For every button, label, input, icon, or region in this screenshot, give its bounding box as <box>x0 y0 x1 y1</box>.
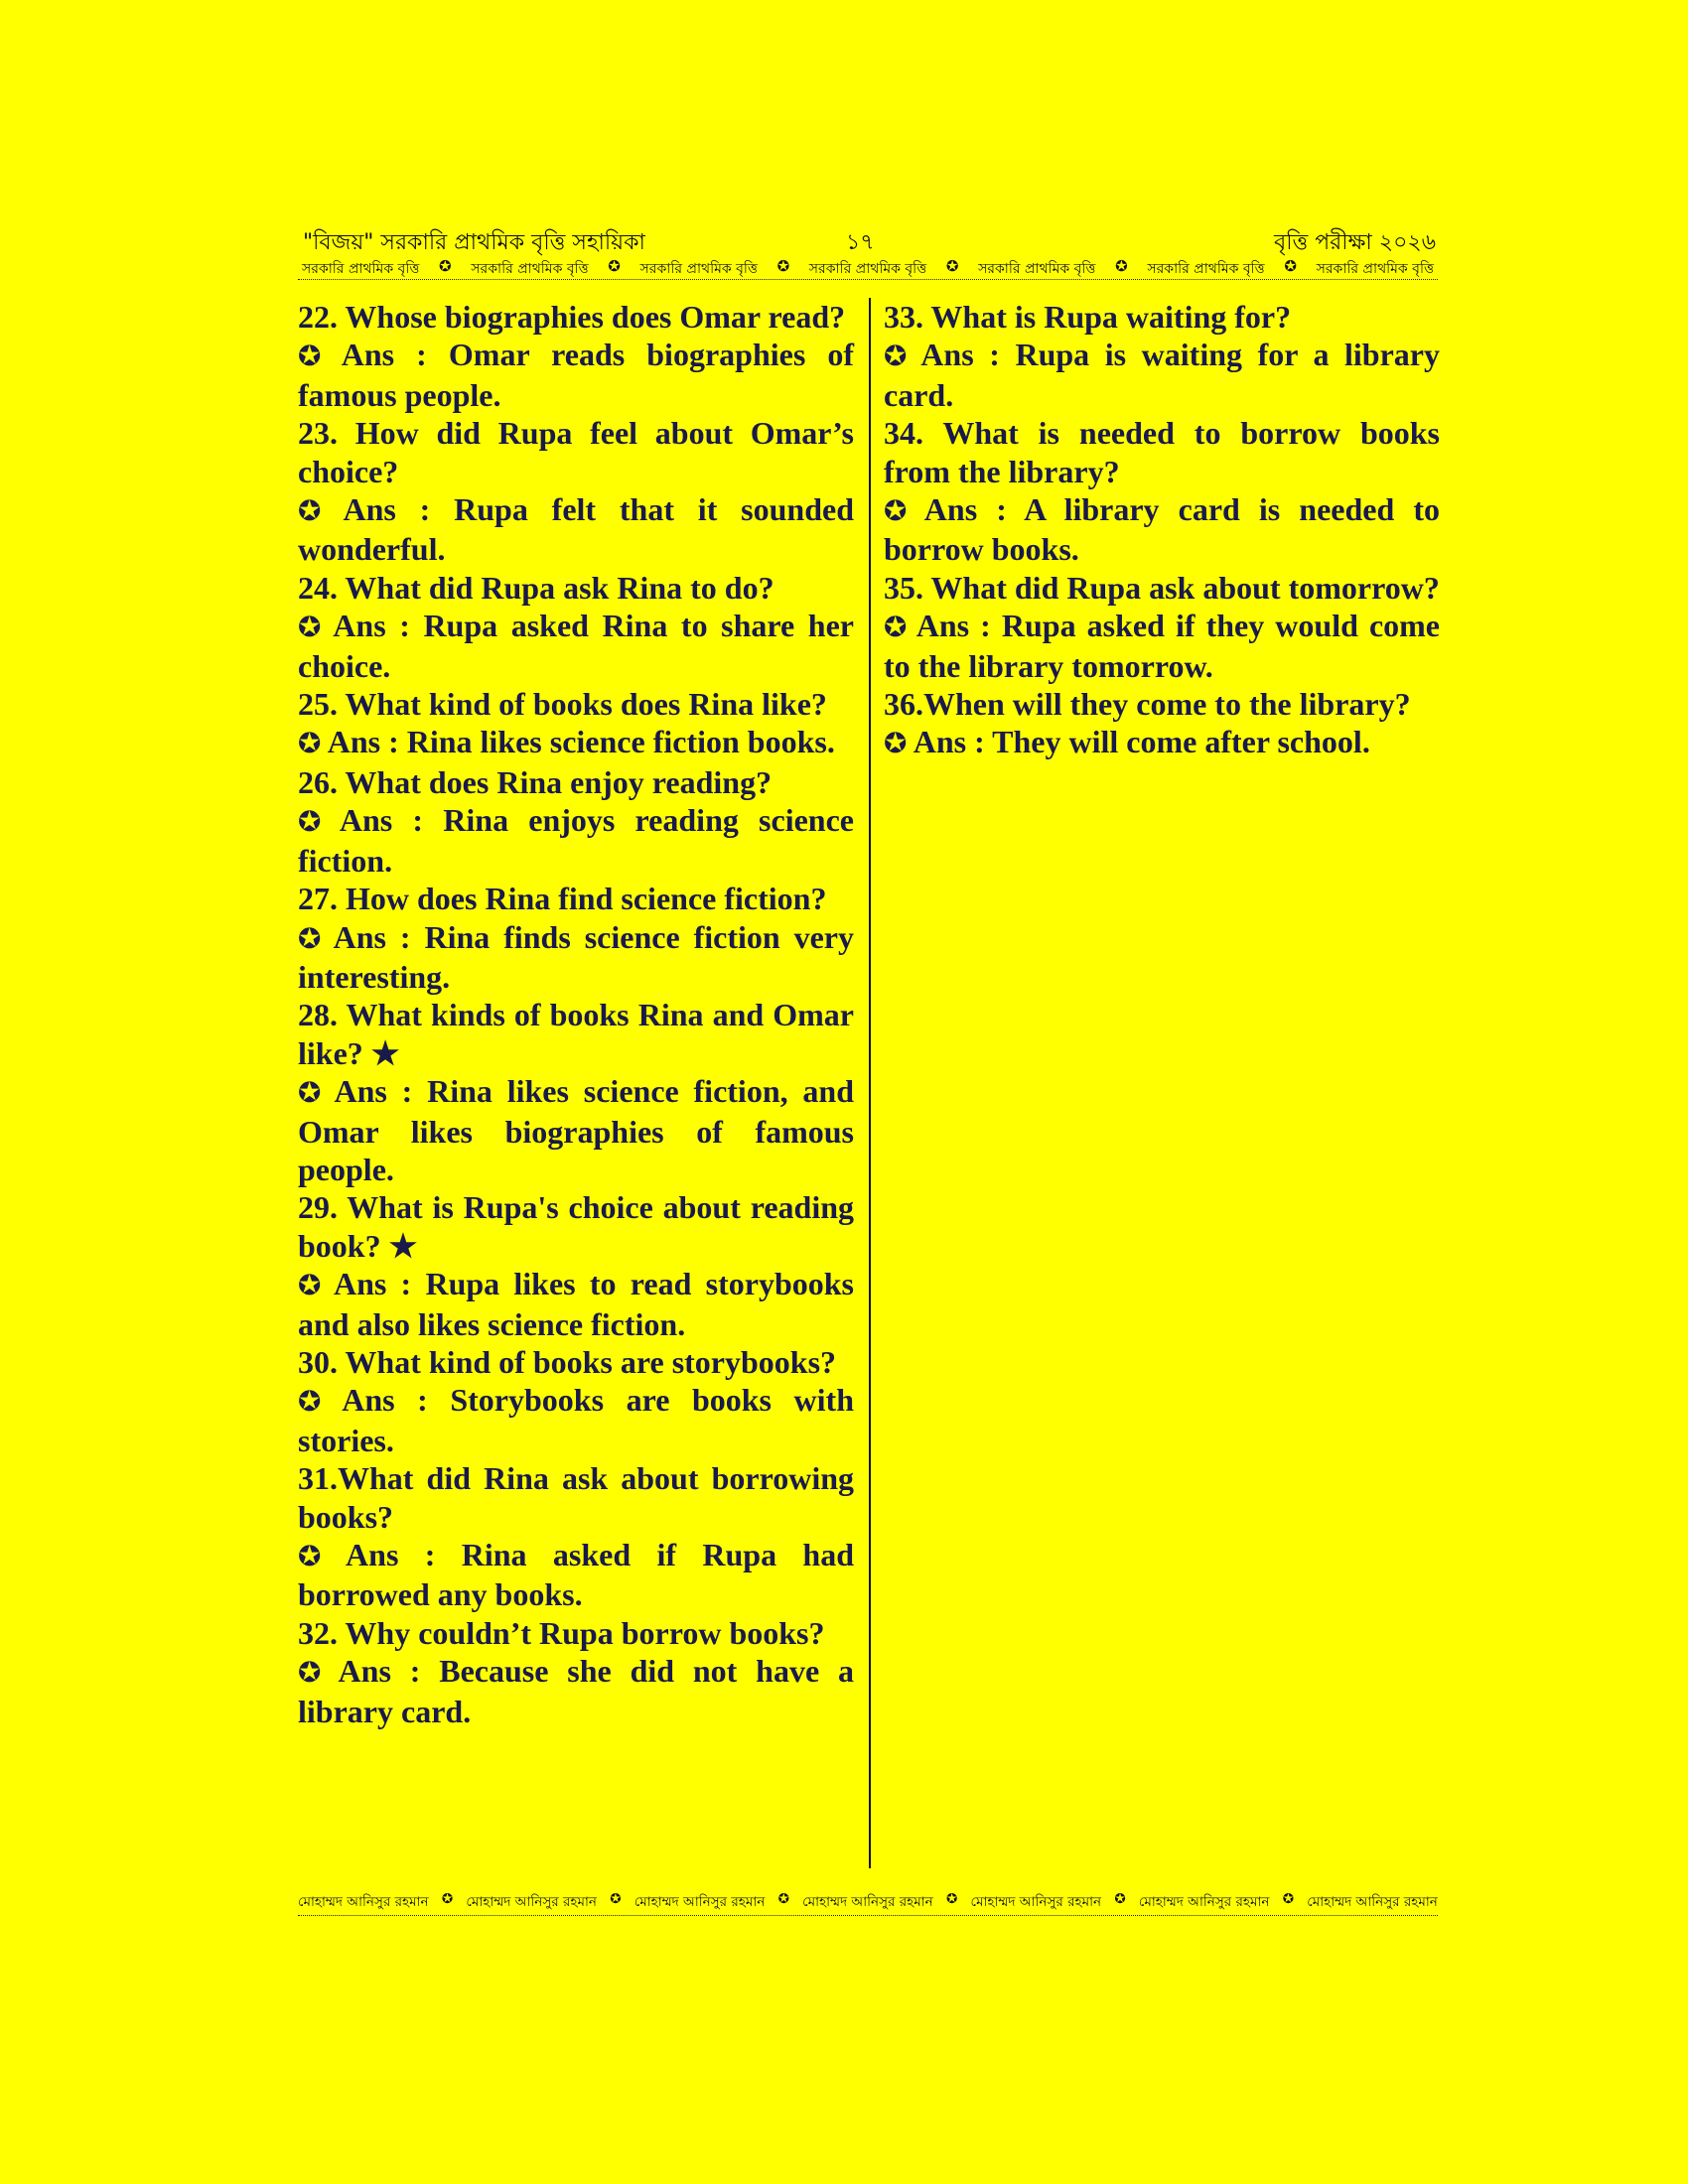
question: 29. What is Rupa's choice about reading book? ★ <box>298 1189 854 1264</box>
star-separator-icon: ✪ <box>1115 257 1128 275</box>
question: 31.What did Rina ask about borrowing books? <box>298 1460 854 1535</box>
question: 23. How did Rupa feel about Omar’s choice? <box>298 415 854 489</box>
answer-text: Ans : Rina likes science fiction books. <box>327 724 835 760</box>
question: 22. Whose biographies does Omar read? <box>298 299 846 335</box>
answer-star-icon: ✪ <box>298 1385 322 1419</box>
star-separator-icon: ✪ <box>945 257 959 275</box>
question: 36.When will they come to the library? <box>884 686 1411 723</box>
answer-star-icon: ✪ <box>298 1656 322 1690</box>
answer-text: Ans : Storybooks are books with stories. <box>298 1382 855 1458</box>
answer-star-icon: ✪ <box>298 921 322 955</box>
answer <box>884 336 1440 414</box>
answer-star-icon: ✪ <box>298 1076 322 1110</box>
answer-star-icon: ✪ <box>298 805 322 839</box>
page <box>298 223 1441 1866</box>
answer <box>298 723 854 762</box>
subheader-item: সরকারি প্রাথমিক বৃত্তি <box>1316 261 1434 277</box>
question: 27. How does Rina find science fiction? <box>298 881 827 917</box>
answer-text: Ans : Rupa is waiting for a library card. <box>884 337 1440 413</box>
answer-text: Ans : A library card is needed to borrow books. <box>884 491 1441 568</box>
answer <box>298 1536 854 1614</box>
left-column <box>298 298 854 1730</box>
answer-text: Ans : Rina likes science fiction, and Omar likes biographies of famous people. <box>298 1073 855 1187</box>
footer-author: মোহাম্মদ আনিসুর রহমান <box>633 1894 766 1910</box>
footer-author: মোহাম্মদ আনিসুর রহমান <box>1138 1894 1270 1910</box>
footer-author: মোহাম্মদ আনিসুর রহমান <box>1307 1894 1438 1910</box>
star-separator-icon: ✪ <box>441 1891 454 1907</box>
answer-star-icon: ✪ <box>884 494 908 528</box>
footer-strip <box>298 1891 1438 1916</box>
subheader-item: সরকারি প্রাথমিক বৃত্তি <box>471 261 589 277</box>
right-column <box>884 298 1440 763</box>
subheader-item: সরকারি প্রাথমিক বৃত্তি <box>808 261 927 277</box>
question: 24. What did Rupa ask Rina to do? <box>298 569 774 606</box>
footer-author: মোহাম্মদ আনিসুর রহমান <box>466 1894 597 1910</box>
answer <box>298 490 854 569</box>
answer <box>298 607 854 685</box>
question: 25. What kind of books does Rina like? <box>298 686 827 723</box>
answer <box>298 1381 854 1459</box>
answer <box>298 1072 854 1188</box>
star-separator-icon: ✪ <box>1114 1891 1126 1907</box>
answer <box>884 607 1440 685</box>
answer-star-icon: ✪ <box>884 727 908 760</box>
star-separator-icon: ✪ <box>1284 257 1297 275</box>
answer-text: Ans : Rupa asked if they would come to the library tomorrow. <box>884 608 1441 684</box>
question: 32. Why couldn’t Rupa borrow books? <box>298 1614 825 1651</box>
answer-text: Ans : Omar reads biographies of famous people. <box>298 337 855 413</box>
page-number: ১৭ <box>846 230 875 255</box>
footer-author: মোহাম্মদ আনিসুর রহমান <box>802 1894 933 1910</box>
star-separator-icon: ✪ <box>608 257 621 275</box>
answer-star-icon: ✪ <box>884 611 908 644</box>
question: 34. What is needed to borrow books from the library? <box>884 415 1440 489</box>
star-separator-icon: ✪ <box>610 1891 622 1907</box>
answer <box>298 1652 854 1730</box>
answer-star-icon: ✪ <box>298 727 322 760</box>
answer-text: Ans : Rina enjoys reading science fiction. <box>298 802 855 879</box>
answer-star-icon: ✪ <box>298 611 322 644</box>
answer-star-icon: ✪ <box>298 340 322 373</box>
answer <box>298 1265 854 1343</box>
footer-author: মোহাম্মদ আনিসুর রহমান <box>970 1894 1102 1910</box>
answer-text: Ans : They will come after school. <box>913 724 1370 760</box>
answer-text: Ans : Rupa felt that it sounded wonderful. <box>298 491 855 568</box>
star-separator-icon: ✪ <box>945 1891 958 1907</box>
book-title: "বিজয়" সরকারি প্রাথমিক বৃত্তি সহায়িকা <box>303 230 645 255</box>
answer-text: Ans : Rina finds science fiction very interesting. <box>298 918 855 995</box>
star-separator-icon: ✪ <box>776 257 790 275</box>
answer-text: Ans : Rupa asked Rina to share her choice. <box>298 608 855 684</box>
answer-star-icon: ✪ <box>298 1269 322 1302</box>
answer-text: Ans : Rupa likes to read storybooks and also likes science fiction. <box>298 1266 855 1342</box>
answer-star-icon: ✪ <box>298 1540 322 1572</box>
subheader-item: সরকারি প্রাথমিক বৃত্তি <box>639 261 758 277</box>
answer <box>298 801 854 880</box>
question: 30. What kind of books are storybooks? <box>298 1343 837 1380</box>
answer-star-icon: ✪ <box>298 494 322 528</box>
answer-star-icon: ✪ <box>884 340 908 373</box>
star-separator-icon: ✪ <box>777 1891 789 1907</box>
star-separator-icon: ✪ <box>439 257 452 275</box>
answer <box>298 336 854 414</box>
subheader-item: সরকারি প্রাথমিক বৃত্তি <box>1147 261 1265 277</box>
answer <box>884 723 1440 762</box>
column-divider <box>869 298 871 1868</box>
star-separator-icon: ✪ <box>1282 1891 1295 1907</box>
question: 35. What did Rupa ask about tomorrow? <box>884 569 1440 606</box>
question: 26. What does Rina enjoy reading? <box>298 763 773 800</box>
question: 28. What kinds of books Rina and Omar like? ★ <box>298 997 854 1071</box>
answer-text: Ans : Rina asked if Rupa had borrowed any books. <box>298 1537 855 1613</box>
subheader-item: সরকারি প্রাথমিক বৃত্তি <box>302 261 420 277</box>
question: 33. What is Rupa waiting for? <box>884 299 1292 335</box>
answer-text: Ans : Because she did not have a library card. <box>298 1653 855 1729</box>
subheader-item: সরকারি প্রাথমিক বৃত্তি <box>978 261 1096 277</box>
answer <box>298 918 854 997</box>
footer-author: মোহাম্মদ আনিসুর রহমান <box>298 1894 429 1910</box>
qa-columns <box>298 298 1441 1866</box>
page-header <box>298 223 1438 257</box>
exam-title: বৃত্তি পরীক্ষা ২০২৬ <box>1273 230 1436 255</box>
answer <box>884 490 1440 569</box>
